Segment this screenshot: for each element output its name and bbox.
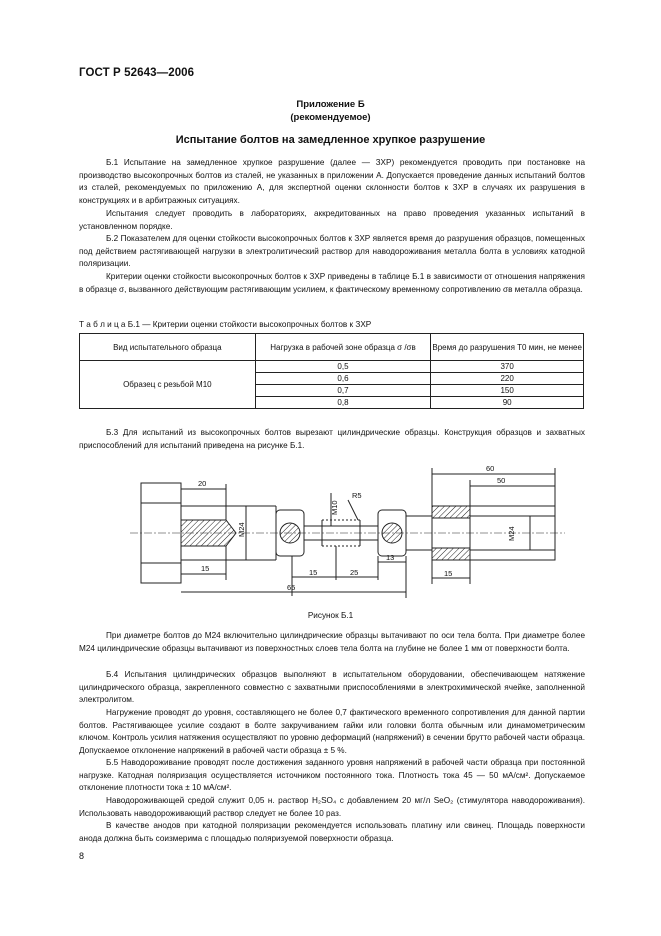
paragraph-loading: Нагружение проводят до уровня, составляющего не более 0,7 фактического временного сопротивления для данной партии болтов. Растягивающее усилие создают в болте закручиванием гайки или головки болта обычным или динамометрическим ключом. Контроль усилия натяжения осуществляют по уровню деформаций (напряжений) в сечении брутто рабочей части образца. Допускаемое отклонение напряжений в рабочей части образца ± 5 %. bbox=[79, 708, 585, 755]
paragraph-criteria: Критерии оценки стойкости высокопрочных болтов к ЗХР приведены в таблице Б.1 в зависимости от отношения напряжения в образце σ, вызванного действующим растягивающим усилием, к фактическому временному сопротивлению σв металла образца. bbox=[79, 272, 585, 294]
load-cell: 0,6 bbox=[255, 373, 431, 385]
dim-label: М10 bbox=[330, 500, 339, 515]
load-cell: 0,5 bbox=[255, 361, 431, 373]
dim-label: 15 bbox=[309, 568, 318, 577]
time-cell: 370 bbox=[431, 361, 584, 373]
dim-label: 15 bbox=[444, 569, 453, 578]
specimen-cell: Образец с резьбой М10 bbox=[80, 361, 256, 409]
time-cell: 90 bbox=[431, 397, 584, 409]
paragraph-diameter: При диаметре болтов до М24 включительно цилиндрические образцы вытачивают по оси тела болта. При диаметре более М24 цилиндрические образцы вытачивают из поверхностных слоев тела болта на глубине не более 1 мм от поверхности болта. bbox=[79, 631, 585, 653]
page-header: ГОСТ Р 52643—2006 bbox=[79, 67, 195, 79]
paragraph-labs: Испытания следует проводить в лабораториях, аккредитованных на право проведения указанных испытаний в установленном порядке. bbox=[79, 209, 585, 231]
dim-label: 50 bbox=[497, 476, 506, 485]
paragraph-b4: Б.4 Испытания цилиндрических образцов выполняют в испытательном оборудовании, обеспечивающем натяжение цилиндрического образца, закрепленного совместно с захватными приспособлениями в электрохимической ячейке, заполненной электролитом. bbox=[79, 670, 585, 705]
paragraph-b5: Б.5 Наводороживание проводят после достижения заданного уровня напряжений в рабочей части образца при постоянной нагрузке. Катодная поляризация осуществляется источником постоянного тока. Плотность тока 45 — 50 мА/см². Допускаемое отклонение плотности тока ± 10 мА/см². bbox=[79, 758, 585, 793]
time-cell: 220 bbox=[431, 373, 584, 385]
dim-label: R5 bbox=[352, 491, 362, 500]
annex-title: Приложение Б bbox=[296, 99, 365, 110]
dim-label: 25 bbox=[350, 568, 359, 577]
figure-caption: Рисунок Б.1 bbox=[307, 611, 354, 620]
dim-label: М24 bbox=[237, 522, 246, 537]
dim-label: М24 bbox=[507, 526, 516, 541]
document-title: Испытание болтов на замедленное хрупкое разрушение bbox=[175, 134, 486, 146]
time-cell: 150 bbox=[431, 385, 584, 397]
paragraph-b1: Б.1 Испытание на замедленное хрупкое разрушение (далее — ЗХР) рекомендуется проводить при постановке на производство высокопрочных болтов из сталей, не указанных в приложении А. Допускается проведение данных испытаний болтов из сталей, рекомендуемых по приложению А, для экспертной оценки склонности болтов к ЗХР в случаях их разрушения в конструкциях и в арбитражных ситуациях. bbox=[79, 158, 585, 205]
load-cell: 0,7 bbox=[255, 385, 431, 397]
paragraph-b3: Б.3 Для испытаний из высокопрочных болтов вырезают цилиндрические образцы. Конструкция образцов и захватных приспособлений для испытаний приведена на рисунке Б.1. bbox=[79, 428, 585, 450]
annex-status: (рекомендуемое) bbox=[290, 112, 371, 123]
dim-label: 15 bbox=[201, 564, 210, 573]
load-cell: 0,8 bbox=[255, 397, 431, 409]
header-specimen: Вид испытательного образца bbox=[80, 334, 256, 361]
header-time: Время до разрушения Т0 мин, не менее bbox=[431, 334, 584, 361]
dim-label: 60 bbox=[486, 464, 495, 473]
dim-label: 20 bbox=[198, 479, 207, 488]
dim-label: 65 bbox=[287, 583, 296, 592]
dim-label: 13 bbox=[386, 553, 395, 562]
table-caption: Т а б л и ц а Б.1 — Критерии оценки стойкости высокопрочных болтов к ЗХР bbox=[79, 320, 372, 329]
page-number: 8 bbox=[79, 851, 85, 861]
paragraph-anodes: В качестве анодов при катодной поляризации рекомендуется использовать платину или свинец. Площадь поверхности анода должна быть соизмерима с площадью поляризуемой поверхности образца. bbox=[79, 821, 585, 843]
paragraph-medium: Наводороживающей средой служит 0,05 н. раствор H₂SO₄ с добавлением 20 мг/л SeO₂ (стимулятора наводороживания). Использовать наводороживающий раствор следует не более 10 раз. bbox=[79, 796, 585, 818]
header-load: Нагрузка в рабочей зоне образца σ /σв bbox=[255, 334, 431, 361]
paragraph-b2: Б.2 Показателем для оценки стойкости высокопрочных болтов к ЗХР является время до разрушения образцов, помещенных под действием растягивающей нагрузки в электролитический раствор для наводороживания металла болта в условиях катодной поляризации. bbox=[79, 234, 585, 269]
